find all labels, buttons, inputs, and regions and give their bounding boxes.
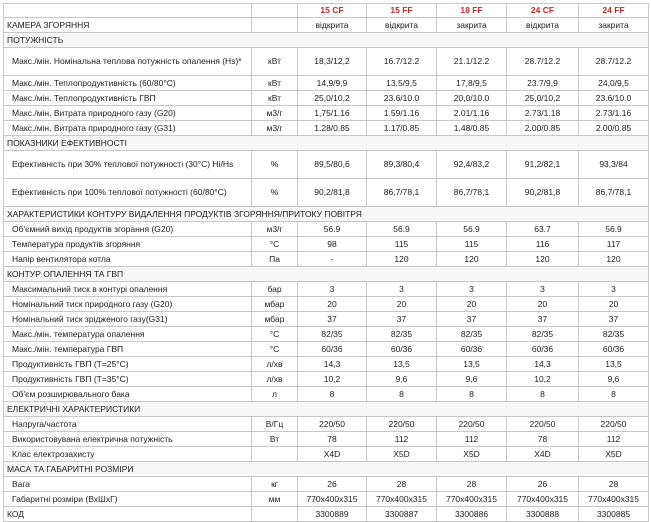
parameter-unit: кг [252, 477, 298, 492]
parameter-label: Номінальний тиск природного газу (G20) [4, 297, 252, 312]
value-cell: 8 [507, 387, 579, 402]
parameter-label: Напруга/частота [4, 417, 252, 432]
parameter-label: Температура продуктів згоряння [4, 237, 252, 252]
value-cell: 37 [298, 312, 367, 327]
section-title: ПОКАЗНИКИ ЕФЕКТИВНОСТІ [4, 136, 649, 151]
parameter-unit: мбар [252, 297, 298, 312]
value-cell: 28 [579, 477, 649, 492]
section-header-row [4, 462, 649, 477]
value-cell: 86,7/78,1 [437, 179, 507, 207]
table-title: КАМЕРА ЗГОРЯННЯ [4, 18, 252, 33]
table-row [4, 447, 649, 462]
value-cell: 92,4/83,2 [437, 151, 507, 179]
value-cell: 3 [298, 282, 367, 297]
value-cell: 8 [367, 387, 437, 402]
code-value: 3300886 [437, 507, 507, 522]
value-cell: 770x400x315 [367, 492, 437, 507]
value-cell: 9,6 [437, 372, 507, 387]
value-cell: 120 [579, 252, 649, 267]
code-row [4, 507, 649, 522]
value-cell: 82/35 [579, 327, 649, 342]
parameter-label: Макс./мін. температура опалення [4, 327, 252, 342]
value-cell: 8 [437, 387, 507, 402]
header-blank-unit-cell [252, 4, 298, 18]
value-cell: 26 [298, 477, 367, 492]
value-cell: 60/36 [367, 342, 437, 357]
value-cell: 28.7/12.2 [579, 48, 649, 76]
section-header-row [4, 207, 649, 222]
section-title: ХАРАКТЕРИСТИКИ КОНТУРУ ВИДАЛЕННЯ ПРОДУКТІВ ЗГОРЯННЯ/ПРИТОКУ ПОВІТРЯ [4, 207, 649, 222]
value-cell: 63.7 [507, 222, 579, 237]
parameter-label: Продуктивність ГВП (T=35°C) [4, 372, 252, 387]
value-cell: 89,5/80,6 [298, 151, 367, 179]
chamber-type: закрита [579, 18, 649, 33]
code-unit-cell [252, 507, 298, 522]
value-cell: 1.59/1.16 [367, 106, 437, 121]
table-row [4, 252, 649, 267]
value-cell: 90,2/81,8 [507, 179, 579, 207]
value-cell: 2.73/1.18 [507, 106, 579, 121]
value-cell: 770x400x315 [507, 492, 579, 507]
table-row [4, 237, 649, 252]
value-cell: 37 [507, 312, 579, 327]
value-cell: 28 [437, 477, 507, 492]
value-cell: 60/36 [507, 342, 579, 357]
section-title: ЕЛЕКТРИЧНІ ХАРАКТЕРИСТИКИ [4, 402, 649, 417]
table-row [4, 297, 649, 312]
table-row [4, 91, 649, 106]
parameter-label: Габаритні розміри (ВхШхГ) [4, 492, 252, 507]
value-cell: 117 [579, 237, 649, 252]
parameter-unit: кВт [252, 91, 298, 106]
value-cell: 20,0/10.0 [437, 91, 507, 106]
table-row [4, 76, 649, 91]
value-cell: 13,5 [579, 357, 649, 372]
value-cell: 20 [579, 297, 649, 312]
table-row [4, 372, 649, 387]
value-cell: - [298, 252, 367, 267]
parameter-label: Вага [4, 477, 252, 492]
value-cell: 16.7/12.2 [367, 48, 437, 76]
value-cell: 23.7/9,9 [507, 76, 579, 91]
parameter-label: Номінальний тиск зрідженого газу(G31) [4, 312, 252, 327]
value-cell: 120 [507, 252, 579, 267]
value-cell: 220/50 [437, 417, 507, 432]
value-cell: 56.9 [437, 222, 507, 237]
value-cell: 91,2/82,1 [507, 151, 579, 179]
value-cell: X5D [437, 447, 507, 462]
value-cell: 14,3 [507, 357, 579, 372]
value-cell: 770x400x315 [579, 492, 649, 507]
table-row [4, 121, 649, 136]
table-row [4, 106, 649, 121]
table-row [4, 222, 649, 237]
value-cell: 78 [507, 432, 579, 447]
table-row [4, 387, 649, 402]
value-cell: 3 [437, 282, 507, 297]
value-cell: 2.00/0.85 [579, 121, 649, 136]
parameter-label: Макс./мін. Витрата природного газу (G31) [4, 121, 252, 136]
spec-table-container [3, 3, 648, 522]
value-cell: 82/35 [507, 327, 579, 342]
section-header-row [4, 33, 649, 48]
value-cell: 13,5 [437, 357, 507, 372]
value-cell: 78 [298, 432, 367, 447]
parameter-label: Напір вентилятора котла [4, 252, 252, 267]
parameter-unit: л/хв [252, 372, 298, 387]
value-cell: 23.6/10.0 [367, 91, 437, 106]
model-name: 18 FF [437, 4, 507, 18]
model-name: 24 FF [579, 4, 649, 18]
table-row [4, 327, 649, 342]
value-cell: 86,7/78,1 [579, 179, 649, 207]
code-value: 3300888 [507, 507, 579, 522]
header-blank-cell [4, 4, 252, 18]
value-cell: 56.9 [298, 222, 367, 237]
value-cell: 8 [579, 387, 649, 402]
table-row [4, 179, 649, 207]
value-cell: 120 [367, 252, 437, 267]
parameter-unit: % [252, 179, 298, 207]
value-cell: 2.00/0.85 [507, 121, 579, 136]
chamber-type-row [4, 18, 649, 33]
value-cell: 60/36 [579, 342, 649, 357]
value-cell: 9,6 [367, 372, 437, 387]
model-name: 15 CF [298, 4, 367, 18]
parameter-label: Клас електрозахисту [4, 447, 252, 462]
value-cell: 14,3 [298, 357, 367, 372]
parameter-unit: кВт [252, 76, 298, 91]
value-cell: 115 [367, 237, 437, 252]
chamber-type: відкрита [298, 18, 367, 33]
value-cell: 28 [367, 477, 437, 492]
value-cell: 20 [298, 297, 367, 312]
value-cell: 120 [437, 252, 507, 267]
value-cell: 21.1/12.2 [437, 48, 507, 76]
parameter-label: Об'ємний вихід продуктів згорання (G20) [4, 222, 252, 237]
value-cell: 26 [507, 477, 579, 492]
boiler-spec-table [3, 3, 649, 522]
parameter-unit: кВт [252, 48, 298, 76]
chamber-type: відкрита [367, 18, 437, 33]
section-title: КОНТУР ОПАЛЕННЯ ТА ГВП [4, 267, 649, 282]
parameter-label: Використовувана електрична потужність [4, 432, 252, 447]
value-cell: 112 [579, 432, 649, 447]
value-cell: 220/50 [298, 417, 367, 432]
value-cell: 1,75/1.16 [298, 106, 367, 121]
parameter-unit [252, 447, 298, 462]
value-cell: 25,0/10,2 [298, 91, 367, 106]
table-row [4, 417, 649, 432]
value-cell: 25,0/10,2 [507, 91, 579, 106]
value-cell: 82/35 [298, 327, 367, 342]
parameter-label: Макс./мін. Витрата природного газу (G20) [4, 106, 252, 121]
section-title: МАСА ТА ГАБАРИТНІ РОЗМІРИ [4, 462, 649, 477]
value-cell: 60/36 [437, 342, 507, 357]
table-row [4, 342, 649, 357]
parameter-unit: Вт [252, 432, 298, 447]
parameter-label: Макс./мін. Номінальна теплова потужність опалення (Hs)* [4, 48, 252, 76]
value-cell: 14,9/9,9 [298, 76, 367, 91]
parameter-unit: °C [252, 237, 298, 252]
parameter-label: Макс./мін. Теплопродуктивність ГВП [4, 91, 252, 106]
value-cell: 3 [507, 282, 579, 297]
value-cell: 1.17/0.85 [367, 121, 437, 136]
section-header-row [4, 402, 649, 417]
value-cell: 60/36 [298, 342, 367, 357]
table-row [4, 477, 649, 492]
value-cell: 1.28/0.85 [298, 121, 367, 136]
parameter-label: Ефективність при 100% теплової потужності (60/80°C) [4, 179, 252, 207]
model-name: 24 CF [507, 4, 579, 18]
parameter-unit: Па [252, 252, 298, 267]
value-cell: 18,3/12,2 [298, 48, 367, 76]
code-value: 3300887 [367, 507, 437, 522]
value-cell: 112 [437, 432, 507, 447]
value-cell: 9,6 [579, 372, 649, 387]
value-cell: 116 [507, 237, 579, 252]
value-cell: 86,7/78,1 [367, 179, 437, 207]
value-cell: X4D [298, 447, 367, 462]
table-row [4, 282, 649, 297]
value-cell: 220/50 [579, 417, 649, 432]
parameter-unit: л/хв [252, 357, 298, 372]
parameter-unit: мм [252, 492, 298, 507]
value-cell: 28.7/12.2 [507, 48, 579, 76]
value-cell: 112 [367, 432, 437, 447]
chamber-type: закрита [437, 18, 507, 33]
parameter-unit: °C [252, 342, 298, 357]
value-cell: 17,8/9,5 [437, 76, 507, 91]
parameter-unit: бар [252, 282, 298, 297]
value-cell: 93,3/84 [579, 151, 649, 179]
model-name-row [4, 4, 649, 18]
code-value: 3300885 [579, 507, 649, 522]
section-header-row [4, 136, 649, 151]
value-cell: 20 [367, 297, 437, 312]
value-cell: 770x400x315 [298, 492, 367, 507]
value-cell: 8 [298, 387, 367, 402]
value-cell: 115 [437, 237, 507, 252]
value-cell: 220/50 [507, 417, 579, 432]
section-title: ПОТУЖНІСТЬ [4, 33, 649, 48]
value-cell: 2.73/1.16 [579, 106, 649, 121]
parameter-unit: м3/г [252, 106, 298, 121]
value-cell: 98 [298, 237, 367, 252]
value-cell: 20 [507, 297, 579, 312]
table-row [4, 312, 649, 327]
value-cell: 20 [437, 297, 507, 312]
value-cell: 56.9 [579, 222, 649, 237]
value-cell: 10,2 [298, 372, 367, 387]
value-cell: 3 [367, 282, 437, 297]
code-label: КОД [4, 507, 252, 522]
parameter-label: Об'єм розширювального бака [4, 387, 252, 402]
parameter-label: Ефективність при 30% теплової потужності (30°C) Hi/Hs [4, 151, 252, 179]
code-value: 3300889 [298, 507, 367, 522]
value-cell: 56.9 [367, 222, 437, 237]
value-cell: X5D [367, 447, 437, 462]
section-header-row [4, 267, 649, 282]
table-row [4, 151, 649, 179]
model-name: 15 FF [367, 4, 437, 18]
table-row [4, 48, 649, 76]
parameter-label: Максимальний тиск в контурі опалення [4, 282, 252, 297]
value-cell: 2.01/1.16 [437, 106, 507, 121]
value-cell: 82/35 [367, 327, 437, 342]
parameter-label: Макс./мін. температура ГВП [4, 342, 252, 357]
header-unit-cell [252, 18, 298, 33]
parameter-label: Продуктивність ГВП (T=25°C) [4, 357, 252, 372]
parameter-unit: м3/г [252, 121, 298, 136]
parameter-unit: В/Гц [252, 417, 298, 432]
value-cell: 90,2/81,8 [298, 179, 367, 207]
value-cell: 37 [367, 312, 437, 327]
value-cell: 37 [437, 312, 507, 327]
value-cell: 13,5 [367, 357, 437, 372]
value-cell: 24,0/9,5 [579, 76, 649, 91]
value-cell: 89,3/80,4 [367, 151, 437, 179]
value-cell: 1.48/0.85 [437, 121, 507, 136]
value-cell: 13,5/9,5 [367, 76, 437, 91]
value-cell: 82/35 [437, 327, 507, 342]
value-cell: 3 [579, 282, 649, 297]
value-cell: 10,2 [507, 372, 579, 387]
value-cell: X5D [579, 447, 649, 462]
parameter-label: Макс./мін. Теплопродуктивність (60/80°C) [4, 76, 252, 91]
table-row [4, 492, 649, 507]
value-cell: 23.6/10.0 [579, 91, 649, 106]
parameter-unit: мбар [252, 312, 298, 327]
parameter-unit: % [252, 151, 298, 179]
table-row [4, 357, 649, 372]
parameter-unit: °C [252, 327, 298, 342]
value-cell: 770x400x315 [437, 492, 507, 507]
chamber-type: відкрита [507, 18, 579, 33]
parameter-unit: л [252, 387, 298, 402]
value-cell: X4D [507, 447, 579, 462]
table-row [4, 432, 649, 447]
parameter-unit: м3/г [252, 222, 298, 237]
value-cell: 37 [579, 312, 649, 327]
value-cell: 220/50 [367, 417, 437, 432]
